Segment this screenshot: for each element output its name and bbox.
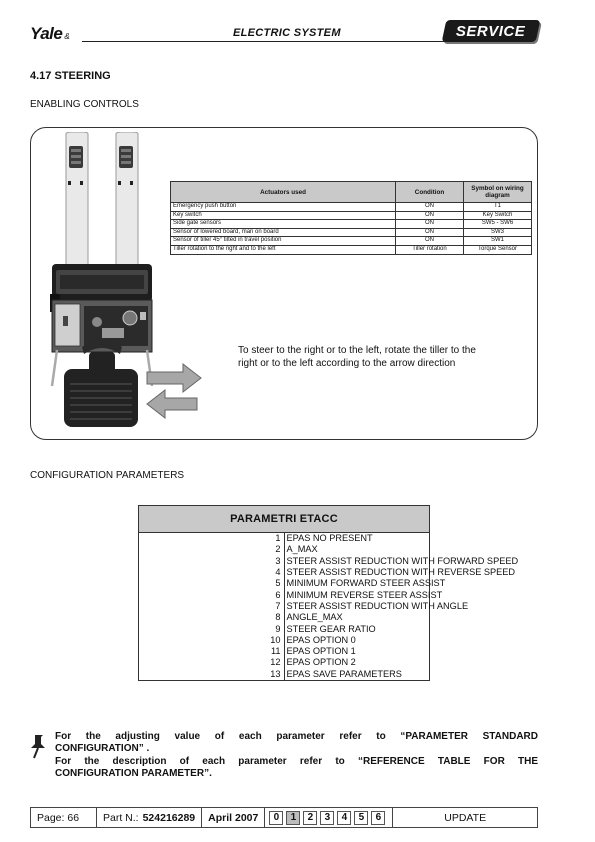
condition-cell: ON [396,211,464,220]
table-row [139,657,430,668]
actuator-cell: Sensor of tiller 45° tilted in travel position [171,237,396,246]
condition-cell: ON [396,203,464,212]
table-row [139,612,430,623]
param-label: A_MAX [284,544,430,555]
condition-cell: ON [396,220,464,229]
param-label: STEER ASSIST REDUCTION WITH ANGLE [284,601,430,612]
param-number: 10 [139,635,285,646]
note-line-1: For the adjusting value of each parameter refer to “PARAMETER STANDARD [55,731,538,742]
actuator-cell: Sensor of lowered board, man on board [171,228,396,237]
revision-box-3: 3 [320,811,334,825]
table-row [139,578,430,589]
revision-box-6: 6 [371,811,385,825]
note-line-4: CONFIGURATION PARAMETER”. [55,767,212,779]
symbol-cell: SW3 [464,228,532,237]
param-number: 13 [139,669,285,681]
config-title: CONFIGURATION PARAMETERS [30,470,185,481]
table-row [171,228,532,237]
param-number: 11 [139,646,285,657]
symbol-cell: Key Switch [464,211,532,220]
condition-cell: Tiller rotation [396,245,464,254]
footer-part-label: Part N.: [103,811,139,824]
footer-date: April 2007 [202,808,265,827]
table-row [171,220,532,229]
table-row [139,635,430,646]
service-badge-label: SERVICE [456,22,526,40]
param-label: MINIMUM REVERSE STEER ASSIST [284,589,430,600]
header-title: ELECTRIC SYSTEM [233,27,341,39]
symbol-cell: Torque Sensor [464,245,532,254]
page-footer [30,807,538,828]
condition-cell: ON [396,237,464,246]
param-number: 8 [139,612,285,623]
param-number: 4 [139,567,285,578]
table-row [139,646,430,657]
symbol-cell: SW5 - SW6 [464,220,532,229]
table-row [139,567,430,578]
col-actuators: Actuators used [171,182,396,203]
symbol-cell: SW1 [464,237,532,246]
col-symbol: Symbol on wiring diagram [464,182,532,203]
revision-box-2: 2 [303,811,317,825]
table-row [171,211,532,220]
param-label: ANGLE_MAX [284,612,430,623]
actuator-cell: Side gate sensors [171,220,396,229]
parameters-table-title: PARAMETRI ETACC [139,506,430,533]
table-row [171,203,532,212]
revision-box-1: 1 [286,811,300,825]
actuators-table [170,181,532,255]
symbol-cell: T1 [464,203,532,212]
note-block [55,731,538,780]
note-line-3: For the description of each parameter refer to “REFERENCE TABLE FOR THE [55,755,538,767]
brand-logo [30,24,69,44]
table-row [171,237,532,246]
param-number: 7 [139,601,285,612]
table-row [139,669,430,681]
note-line-2: CONFIGURATION” . [55,743,150,755]
param-number: 1 [139,533,285,545]
param-label: EPAS OPTION 2 [284,657,430,668]
table-row [139,589,430,600]
param-number: 2 [139,544,285,555]
section-title: 4.17 STEERING [30,70,111,82]
arrow-left-icon [147,390,197,418]
revision-box-0: 0 [269,811,283,825]
table-row [139,601,430,612]
param-label: EPAS OPTION 1 [284,646,430,657]
arrow-right-icon [147,364,201,392]
table-row [171,245,532,254]
pushpin-icon [28,733,48,759]
param-label: STEER ASSIST REDUCTION WITH REVERSE SPEED [284,567,430,578]
parameters-table [138,505,519,681]
param-label: EPAS SAVE PARAMETERS [284,669,430,681]
actuators-header-row [171,182,532,203]
table-row [139,556,430,567]
table-row [139,544,430,555]
condition-cell: ON [396,228,464,237]
revision-box-5: 5 [354,811,368,825]
footer-status: UPDATE [444,811,487,824]
brand-name: Yale [30,24,63,43]
table-row [139,623,430,634]
actuator-cell: Tiller rotation to the right and to the left [171,245,396,254]
param-label: EPAS OPTION 0 [284,635,430,646]
table-row [139,533,430,545]
parameters-header-row [139,506,430,533]
param-number: 3 [139,556,285,567]
revision-boxes [265,808,393,827]
param-label: EPAS NO PRESENT [284,533,430,545]
steer-arrows [145,360,205,430]
param-number: 12 [139,657,285,668]
param-number: 9 [139,623,285,634]
param-number: 6 [139,589,285,600]
param-number: 5 [139,578,285,589]
actuator-cell: Key switch [171,211,396,220]
param-label: STEER ASSIST REDUCTION WITH FORWARD SPEED [284,556,430,567]
footer-part-number: 524216289 [143,808,203,827]
col-condition: Condition [396,182,464,203]
brand-mark: & [64,32,70,41]
revision-box-4: 4 [337,811,351,825]
section-subtitle: ENABLING CONTROLS [30,99,139,110]
footer-page: Page: 66 [31,808,97,827]
service-badge [442,20,541,42]
param-label: MINIMUM FORWARD STEER ASSIST [284,578,430,589]
steer-instruction: To steer to the right or to the left, rotate the tiller to the right or to the left according to the arrow direction [238,345,476,369]
actuator-cell: Emergency push button [171,203,396,212]
param-label: STEER GEAR RATIO [284,623,430,634]
